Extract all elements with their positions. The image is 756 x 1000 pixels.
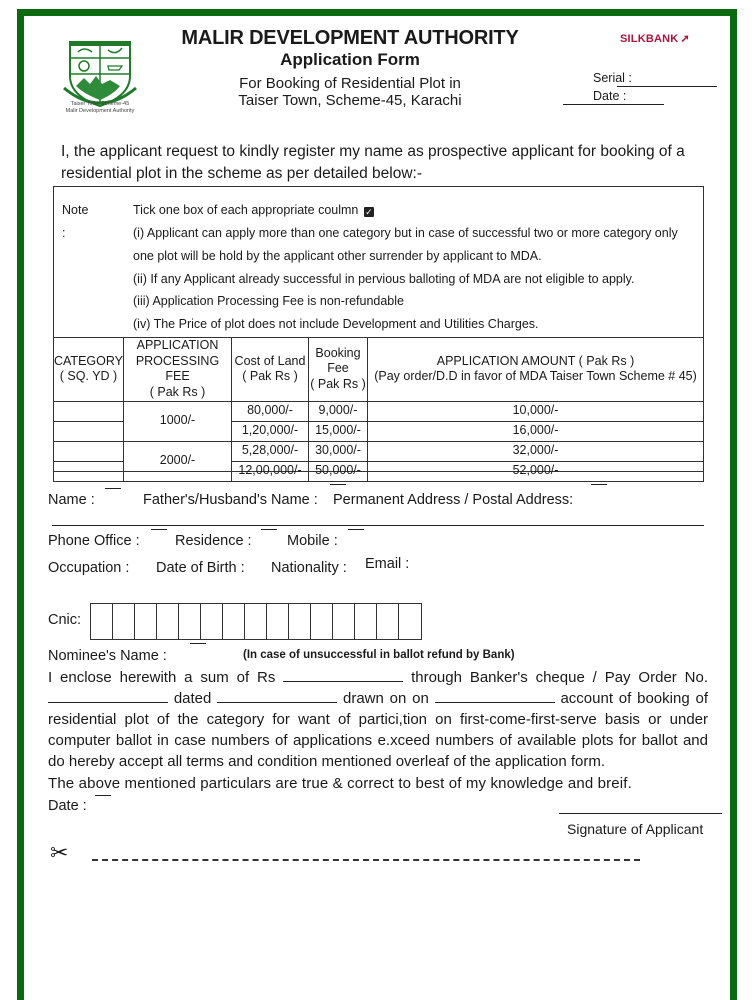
fee-table	[53, 337, 704, 482]
serial-label: Serial :	[593, 71, 632, 85]
email-label: Email :	[365, 556, 410, 572]
header-booking-fee	[309, 338, 368, 402]
header-cost-of-land-l2: ( Pak Rs )	[242, 369, 298, 384]
cnic-box[interactable]	[91, 604, 113, 639]
note-label: Note	[62, 203, 89, 217]
scissors-icon: ✂	[50, 840, 69, 865]
signature-line[interactable]	[559, 813, 722, 814]
decl-text-b: through Banker's cheque / Pay Order No.	[411, 669, 708, 686]
address-label: Permanent Address / Postal Address:	[333, 492, 574, 508]
note-item-1-cont: one plot will be hold by the applicant other surrender by applicant to MDA.	[133, 249, 542, 263]
mobile-field[interactable]	[348, 529, 364, 530]
bank-arrow-icon: ➚	[680, 33, 690, 45]
category-cell[interactable]	[54, 441, 124, 461]
cnic-box[interactable]	[289, 604, 311, 639]
logo-caption-line1: Taiser Town Scheme-45	[70, 101, 130, 107]
form-title: Application Form	[280, 50, 420, 69]
note-item-3: (iii) Application Processing Fee is non-refundable	[133, 294, 404, 308]
header-processing-fee-l1: APPLICATION	[136, 338, 219, 352]
booking-fee-cell: 30,000/-	[309, 441, 368, 461]
decl-text-d: drawn on on	[342, 690, 429, 707]
header-processing-fee-l2: PROCESSING FEE	[135, 353, 220, 384]
declaration-paragraph	[48, 667, 708, 772]
header-booking-fee-l1: Booking	[315, 345, 361, 360]
cnic-box[interactable]	[223, 604, 245, 639]
subtitle-line2: Taiser Town, Scheme-45, Karachi	[238, 92, 462, 109]
note-item-4: (iv) The Price of plot does not include Development and Utilities Charges.	[133, 317, 539, 331]
decl-date-field[interactable]	[95, 795, 111, 796]
address-field[interactable]	[591, 484, 607, 485]
cnic-box[interactable]	[399, 604, 421, 639]
address-line[interactable]	[52, 525, 704, 526]
residence-field[interactable]	[261, 529, 277, 530]
nominee-note: (In case of unsuccessful in ballot refund by Bank)	[243, 649, 515, 661]
cnic-box[interactable]	[135, 604, 157, 639]
nationality-label: Nationality :	[271, 560, 347, 576]
occupation-label: Occupation :	[48, 560, 130, 576]
table-row	[54, 401, 704, 421]
logo-caption	[52, 101, 148, 115]
cnic-box[interactable]	[113, 604, 135, 639]
cnic-box[interactable]	[179, 604, 201, 639]
category-cell[interactable]	[54, 401, 124, 421]
note-item-1: (i) Applicant can apply more than one category but in case of successful two or more category only	[133, 226, 678, 240]
booking-fee-cell: 50,000/-	[309, 461, 368, 481]
processing-fee-cell: 1000/-	[124, 401, 232, 441]
cnic-box[interactable]	[311, 604, 333, 639]
header-cost-of-land-l1: Cost of Land	[234, 353, 306, 368]
booking-fee-cell: 9,000/-	[309, 401, 368, 421]
cost-of-land-cell: 5,28,000/-	[232, 441, 309, 461]
name-field[interactable]	[105, 488, 121, 489]
logo-caption-line2: Malir Development Authority	[65, 108, 135, 114]
father-name-label: Father's/Husband's Name :	[143, 492, 318, 508]
header-category	[54, 338, 124, 402]
cnic-box[interactable]	[157, 604, 179, 639]
header-application-amount-l1: APPLICATION AMOUNT ( Pak Rs )	[436, 353, 635, 368]
header-category-l1: CATEGORY	[54, 353, 123, 368]
cut-line	[92, 859, 640, 861]
cnic-box[interactable]	[355, 604, 377, 639]
subtitle-line1: For Booking of Residential Plot in	[239, 75, 461, 92]
header-application-amount	[368, 338, 704, 402]
pay-order-no-field[interactable]	[48, 702, 168, 703]
cnic-label: Cnic:	[48, 612, 82, 628]
category-cell[interactable]	[54, 421, 124, 441]
signature-label: Signature of Applicant	[567, 821, 704, 837]
note-colon: :	[62, 226, 66, 240]
phone-office-field[interactable]	[151, 529, 167, 530]
header-cost-of-land	[232, 338, 309, 402]
declaration-truth: The above mentioned particulars are true & correct to best of my knowledge and breif.	[48, 775, 632, 792]
dob-label: Date of Birth :	[156, 560, 245, 576]
cost-of-land-cell: 12,00,000/-	[232, 461, 309, 481]
mobile-label: Mobile :	[287, 533, 338, 549]
drawn-on-field[interactable]	[435, 702, 555, 703]
decl-text-a: I enclose herewith a sum of Rs	[48, 669, 276, 686]
cnic-box[interactable]	[245, 604, 267, 639]
note-instruction	[133, 203, 374, 217]
cnic-box[interactable]	[201, 604, 223, 639]
header-booking-fee-l2: Fee	[327, 361, 349, 376]
father-name-field[interactable]	[330, 484, 346, 485]
serial-field[interactable]	[617, 86, 717, 87]
decl-date-label: Date :	[48, 798, 87, 814]
header-application-amount-l2: (Pay order/D.D in favor of MDA Taiser Town Scheme # 45)	[374, 369, 697, 384]
intro-line1: I, the applicant request to kindly register my name as prospective applicant for booking of a	[61, 143, 685, 160]
bank-name: SILKBANK	[620, 33, 679, 45]
note-instruction-text: Tick one box of each appropriate coulmn	[133, 203, 359, 217]
cnic-box[interactable]	[377, 604, 399, 639]
header-processing-fee	[124, 338, 232, 402]
application-amount-cell: 32,000/-	[368, 441, 704, 461]
amount-field[interactable]	[283, 681, 403, 682]
date-label: Date :	[593, 89, 627, 103]
nominee-label: Nominee's Name :	[48, 648, 167, 664]
cost-of-land-cell: 80,000/-	[232, 401, 309, 421]
processing-fee-cell: 2000/-	[124, 441, 232, 481]
residence-label: Residence :	[175, 533, 252, 549]
decl-text-e: account of booking of residential plot of the category for want of partici,tion on first-come-first-serve basis or under computer ballot in case numbers of applications e.xceed numbers of available plots for ballot and do hereby accept all terms and condition mentioned overleaf of the application form.	[48, 690, 708, 770]
date-field[interactable]	[563, 104, 664, 105]
cost-of-land-cell: 1,20,000/-	[232, 421, 309, 441]
checkbox-checked-icon: ✓	[365, 207, 373, 217]
cnic-input-boxes[interactable]	[90, 603, 422, 640]
header-category-l2: ( SQ. YD )	[59, 369, 118, 384]
booking-fee-cell: 15,000/-	[309, 421, 368, 441]
category-cell[interactable]	[54, 461, 124, 481]
intro-line2: residential plot in the scheme as per detailed below:-	[61, 165, 423, 182]
fee-table-header	[54, 338, 704, 402]
bank-logo	[620, 32, 690, 45]
header-booking-fee-l3: ( Pak Rs )	[310, 377, 366, 392]
table-row	[54, 441, 704, 461]
application-amount-cell: 10,000/-	[368, 401, 704, 421]
nominee-field[interactable]	[190, 643, 206, 644]
application-amount-cell: 52,000/-	[368, 461, 704, 481]
application-amount-cell: 16,000/-	[368, 421, 704, 441]
header-processing-fee-l3: ( Pak Rs )	[149, 384, 206, 399]
note-item-2: (ii) If any Applicant already successful in pervious balloting of MDA are not eligible to apply.	[133, 272, 635, 286]
dated-field[interactable]	[217, 702, 337, 703]
cnic-box[interactable]	[267, 604, 289, 639]
cnic-box[interactable]	[333, 604, 355, 639]
phone-office-label: Phone Office :	[48, 533, 140, 549]
name-label: Name :	[48, 492, 95, 508]
decl-text-c: dated	[173, 690, 212, 707]
org-name: MALIR DEVELOPMENT AUTHORITY	[181, 27, 519, 49]
